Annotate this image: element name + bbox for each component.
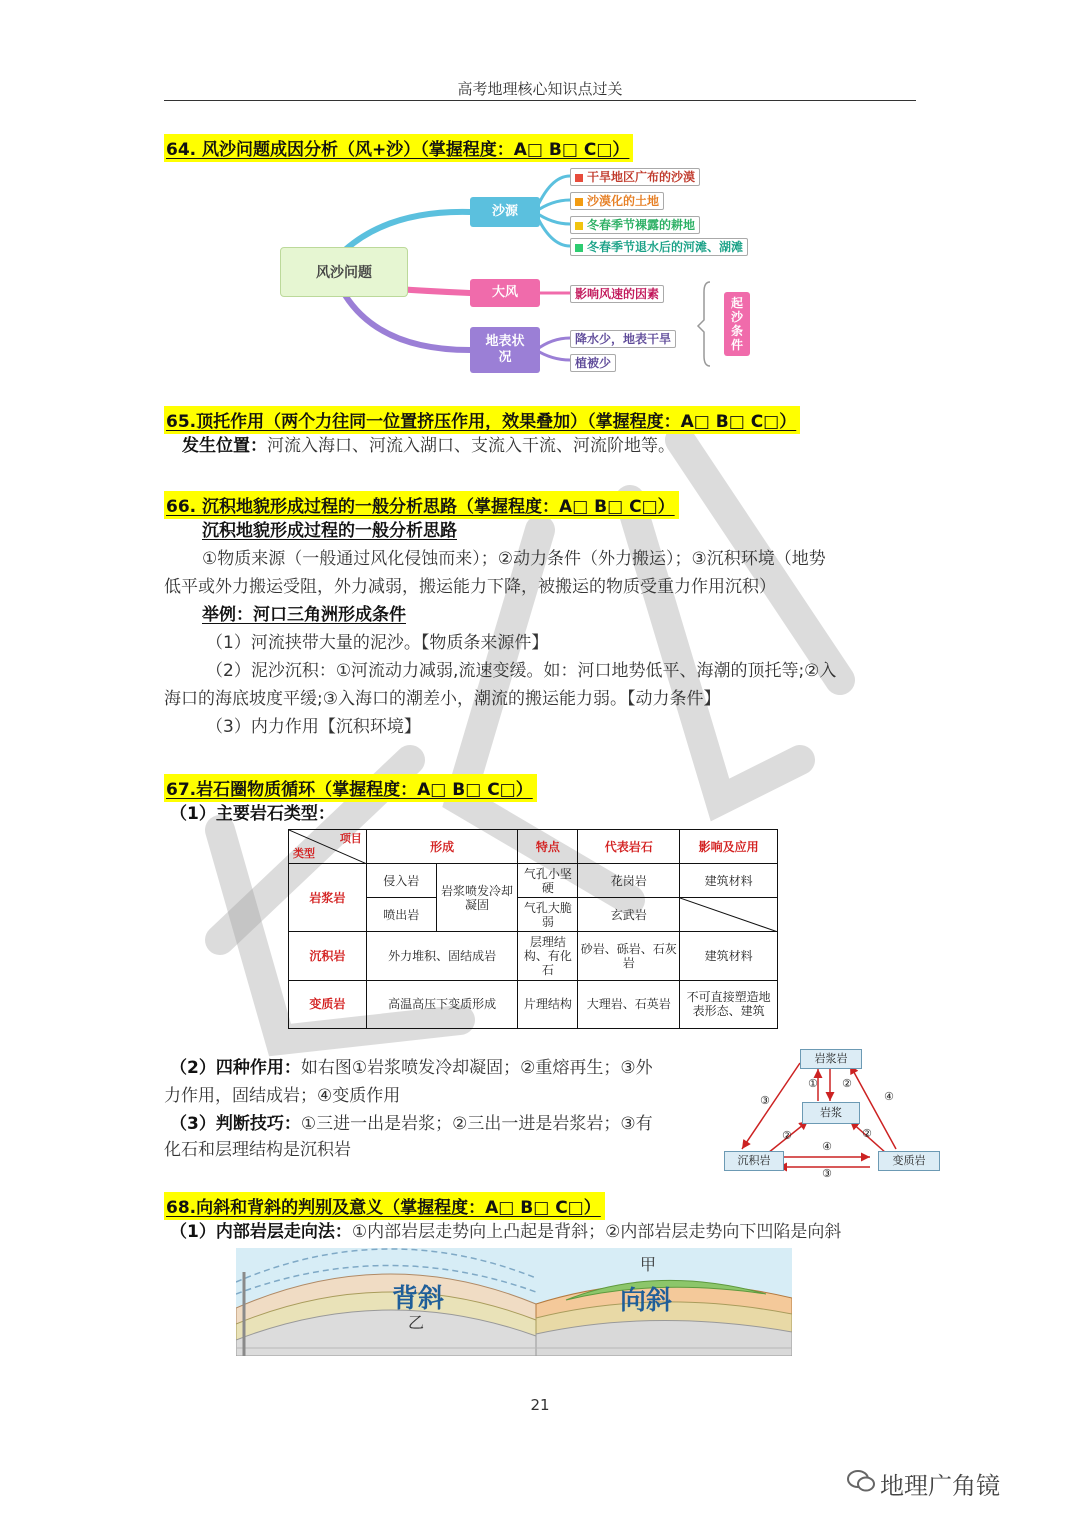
mindmap-node-sand-source: 沙源 xyxy=(470,197,540,227)
section-64-title: 64. 风沙问题成因分析（风+沙）（掌握程度：A□ B□ C□） xyxy=(164,134,633,162)
table-cell: 岩浆岩 xyxy=(289,864,367,932)
section-66-line: 低平或外力搬运受阻，外力减弱，搬运能力下降，被搬运的物质受重力作用沉积） xyxy=(164,577,776,597)
section-66-line: ①物质来源（一般通过风化侵蚀而来）；②动力条件（外力搬运）；③沉积环境（地势 xyxy=(202,549,826,569)
mindmap-leaf: 干旱地区广布的沙漠 xyxy=(570,168,700,186)
table-cell: 气孔小坚硬 xyxy=(518,864,578,898)
mindmap-root: 风沙问题 xyxy=(280,247,408,297)
mindmap-leaf: 冬春季节退水后的河滩、湖滩 xyxy=(570,238,748,256)
section-67-title: 67.岩石圈物质循环（掌握程度：A□ B□ C□） xyxy=(164,774,537,802)
section-67-sub2: （2）四种作用：如右图①岩浆喷发冷却凝固；②重熔再生；③外 xyxy=(170,1058,653,1078)
section-65-title: 65.顶托作用（两个力往同一位置挤压作用，效果叠加）（掌握程度：A□ B□ C□） xyxy=(164,406,800,434)
section-67-sub2-cont: 力作用，固结成岩；④变质作用 xyxy=(164,1086,401,1106)
table-cell: 外力堆积、固结成岩 xyxy=(366,932,518,980)
page-number: 21 xyxy=(530,1396,550,1414)
mindmap-leaf: 植被少 xyxy=(570,354,616,372)
section-68-sub1: （1）内部岩层走向法：①内部岩层走势向上凸起是背斜；②内部岩层走势向下凹陷是向斜 xyxy=(170,1222,842,1242)
table-cell: 层理结构、有化石 xyxy=(518,932,578,980)
table-cell: 气孔大脆弱 xyxy=(518,898,578,932)
fold-illustration xyxy=(236,1248,792,1356)
section-67-sub3: （3）判断技巧：①三进一出是岩浆；②三出一进是岩浆岩；③有 xyxy=(170,1114,653,1134)
section-66-subtitle: 沉积地貌形成过程的一般分析思路 xyxy=(202,521,457,541)
mindmap-leaf: 冬春季节裸露的耕地 xyxy=(570,216,700,234)
empty-cell-diagonal xyxy=(680,898,778,932)
cycle-label: ③ xyxy=(760,1094,770,1107)
table-empty-cell xyxy=(680,898,778,932)
section-66-item: （1）河流挟带大量的泥沙。【物质条来源件】 xyxy=(206,633,549,653)
flag-icon xyxy=(575,244,583,252)
header-divider xyxy=(164,100,916,101)
running-header: 高考地理核心知识点过关 xyxy=(457,80,623,98)
cycle-node-metamorphic: 变质岩 xyxy=(878,1151,940,1171)
table-cell: 建筑材料 xyxy=(680,864,778,898)
cycle-node-igneous: 岩浆岩 xyxy=(800,1049,862,1069)
cycle-node-sedimentary: 沉积岩 xyxy=(724,1151,784,1171)
table-cell: 大理岩、石英岩 xyxy=(578,980,680,1028)
section-67-sub3-cont: 化石和层理结构是沉积岩 xyxy=(164,1140,351,1160)
cycle-label: ② xyxy=(782,1129,792,1142)
cycle-label: ② xyxy=(842,1077,852,1090)
cycle-label: ④ xyxy=(822,1140,832,1153)
mindmap-node-surface: 地表状况 xyxy=(470,327,540,373)
table-cell: 花岗岩 xyxy=(578,864,680,898)
section-66-item: （3）内力作用【沉积环境】 xyxy=(206,717,421,737)
table-cell: 沉积岩 xyxy=(289,932,367,980)
table-cell: 建筑材料 xyxy=(680,932,778,980)
mindmap-leaf: 影响风速的因素 xyxy=(570,285,664,303)
section-66-item: 海口的海底坡度平缓;③入海口的潮差小，潮流的搬运能力弱。【动力条件】 xyxy=(164,689,721,709)
table-cell: 砂岩、砾岩、石灰岩 xyxy=(578,932,680,980)
cycle-label: ④ xyxy=(884,1090,894,1103)
flag-icon xyxy=(575,198,583,206)
section-68-title: 68.向斜和背斜的判别及意义（掌握程度：A□ B□ C□） xyxy=(164,1192,605,1220)
table-header: 代表岩石 xyxy=(578,830,680,864)
table-cell: 侵入岩 xyxy=(366,864,436,898)
rock-types-table xyxy=(288,829,778,1029)
flag-icon xyxy=(575,222,583,230)
cycle-label: ③ xyxy=(822,1167,832,1180)
point-yi-label: 乙 xyxy=(408,1313,425,1332)
mindmap-leaf: 降水少，地表干旱 xyxy=(570,330,676,348)
table-cell: 不可直接塑造地表形态、建筑 xyxy=(680,980,778,1028)
mindmap-node-strong-wind: 大风 xyxy=(470,279,540,307)
brand-watermark: 地理广角镜 xyxy=(880,1472,1000,1500)
cycle-label: ① xyxy=(808,1077,818,1090)
table-cell: 片理结构 xyxy=(518,980,578,1028)
mindmap-side-label: 起沙条件 xyxy=(724,292,750,356)
table-cell: 变质岩 xyxy=(289,980,367,1028)
table-header: 形成 xyxy=(366,830,518,864)
table-cell: 玄武岩 xyxy=(578,898,680,932)
section-67-sub1: （1）主要岩石类型： xyxy=(170,804,335,824)
table-cell: 高温高压下变质形成 xyxy=(366,980,518,1028)
table-cell: 岩浆喷发冷却凝固 xyxy=(436,864,518,932)
table-corner-cell: 项目 类型 xyxy=(289,830,367,864)
section-66-example: 举例：河口三角洲形成条件 xyxy=(202,605,406,625)
table-header: 影响及应用 xyxy=(680,830,778,864)
flag-icon xyxy=(575,174,583,182)
section-65-body: 发生位置：河流入海口、河流入湖口、支流入干流、河流阶地等。 xyxy=(182,436,675,456)
anticline-label: 背斜 xyxy=(392,1284,445,1314)
cycle-label: ② xyxy=(862,1127,872,1140)
cycle-node-magma: 岩浆 xyxy=(802,1102,860,1124)
section-66-item: （2）泥沙沉积：①河流动力减弱,流速变缓。如：河口地势低平、海潮的顶托等;②入 xyxy=(206,661,837,681)
mindmap-leaf: 沙漠化的土地 xyxy=(570,192,664,210)
wechat-icon xyxy=(846,1468,876,1494)
table-header: 特点 xyxy=(518,830,578,864)
point-jia-label: 甲 xyxy=(640,1255,657,1274)
table-cell: 喷出岩 xyxy=(366,898,436,932)
section-66-title: 66. 沉积地貌形成过程的一般分析思路（掌握程度：A□ B□ C□） xyxy=(164,491,679,519)
syncline-label: 向斜 xyxy=(620,1286,673,1316)
